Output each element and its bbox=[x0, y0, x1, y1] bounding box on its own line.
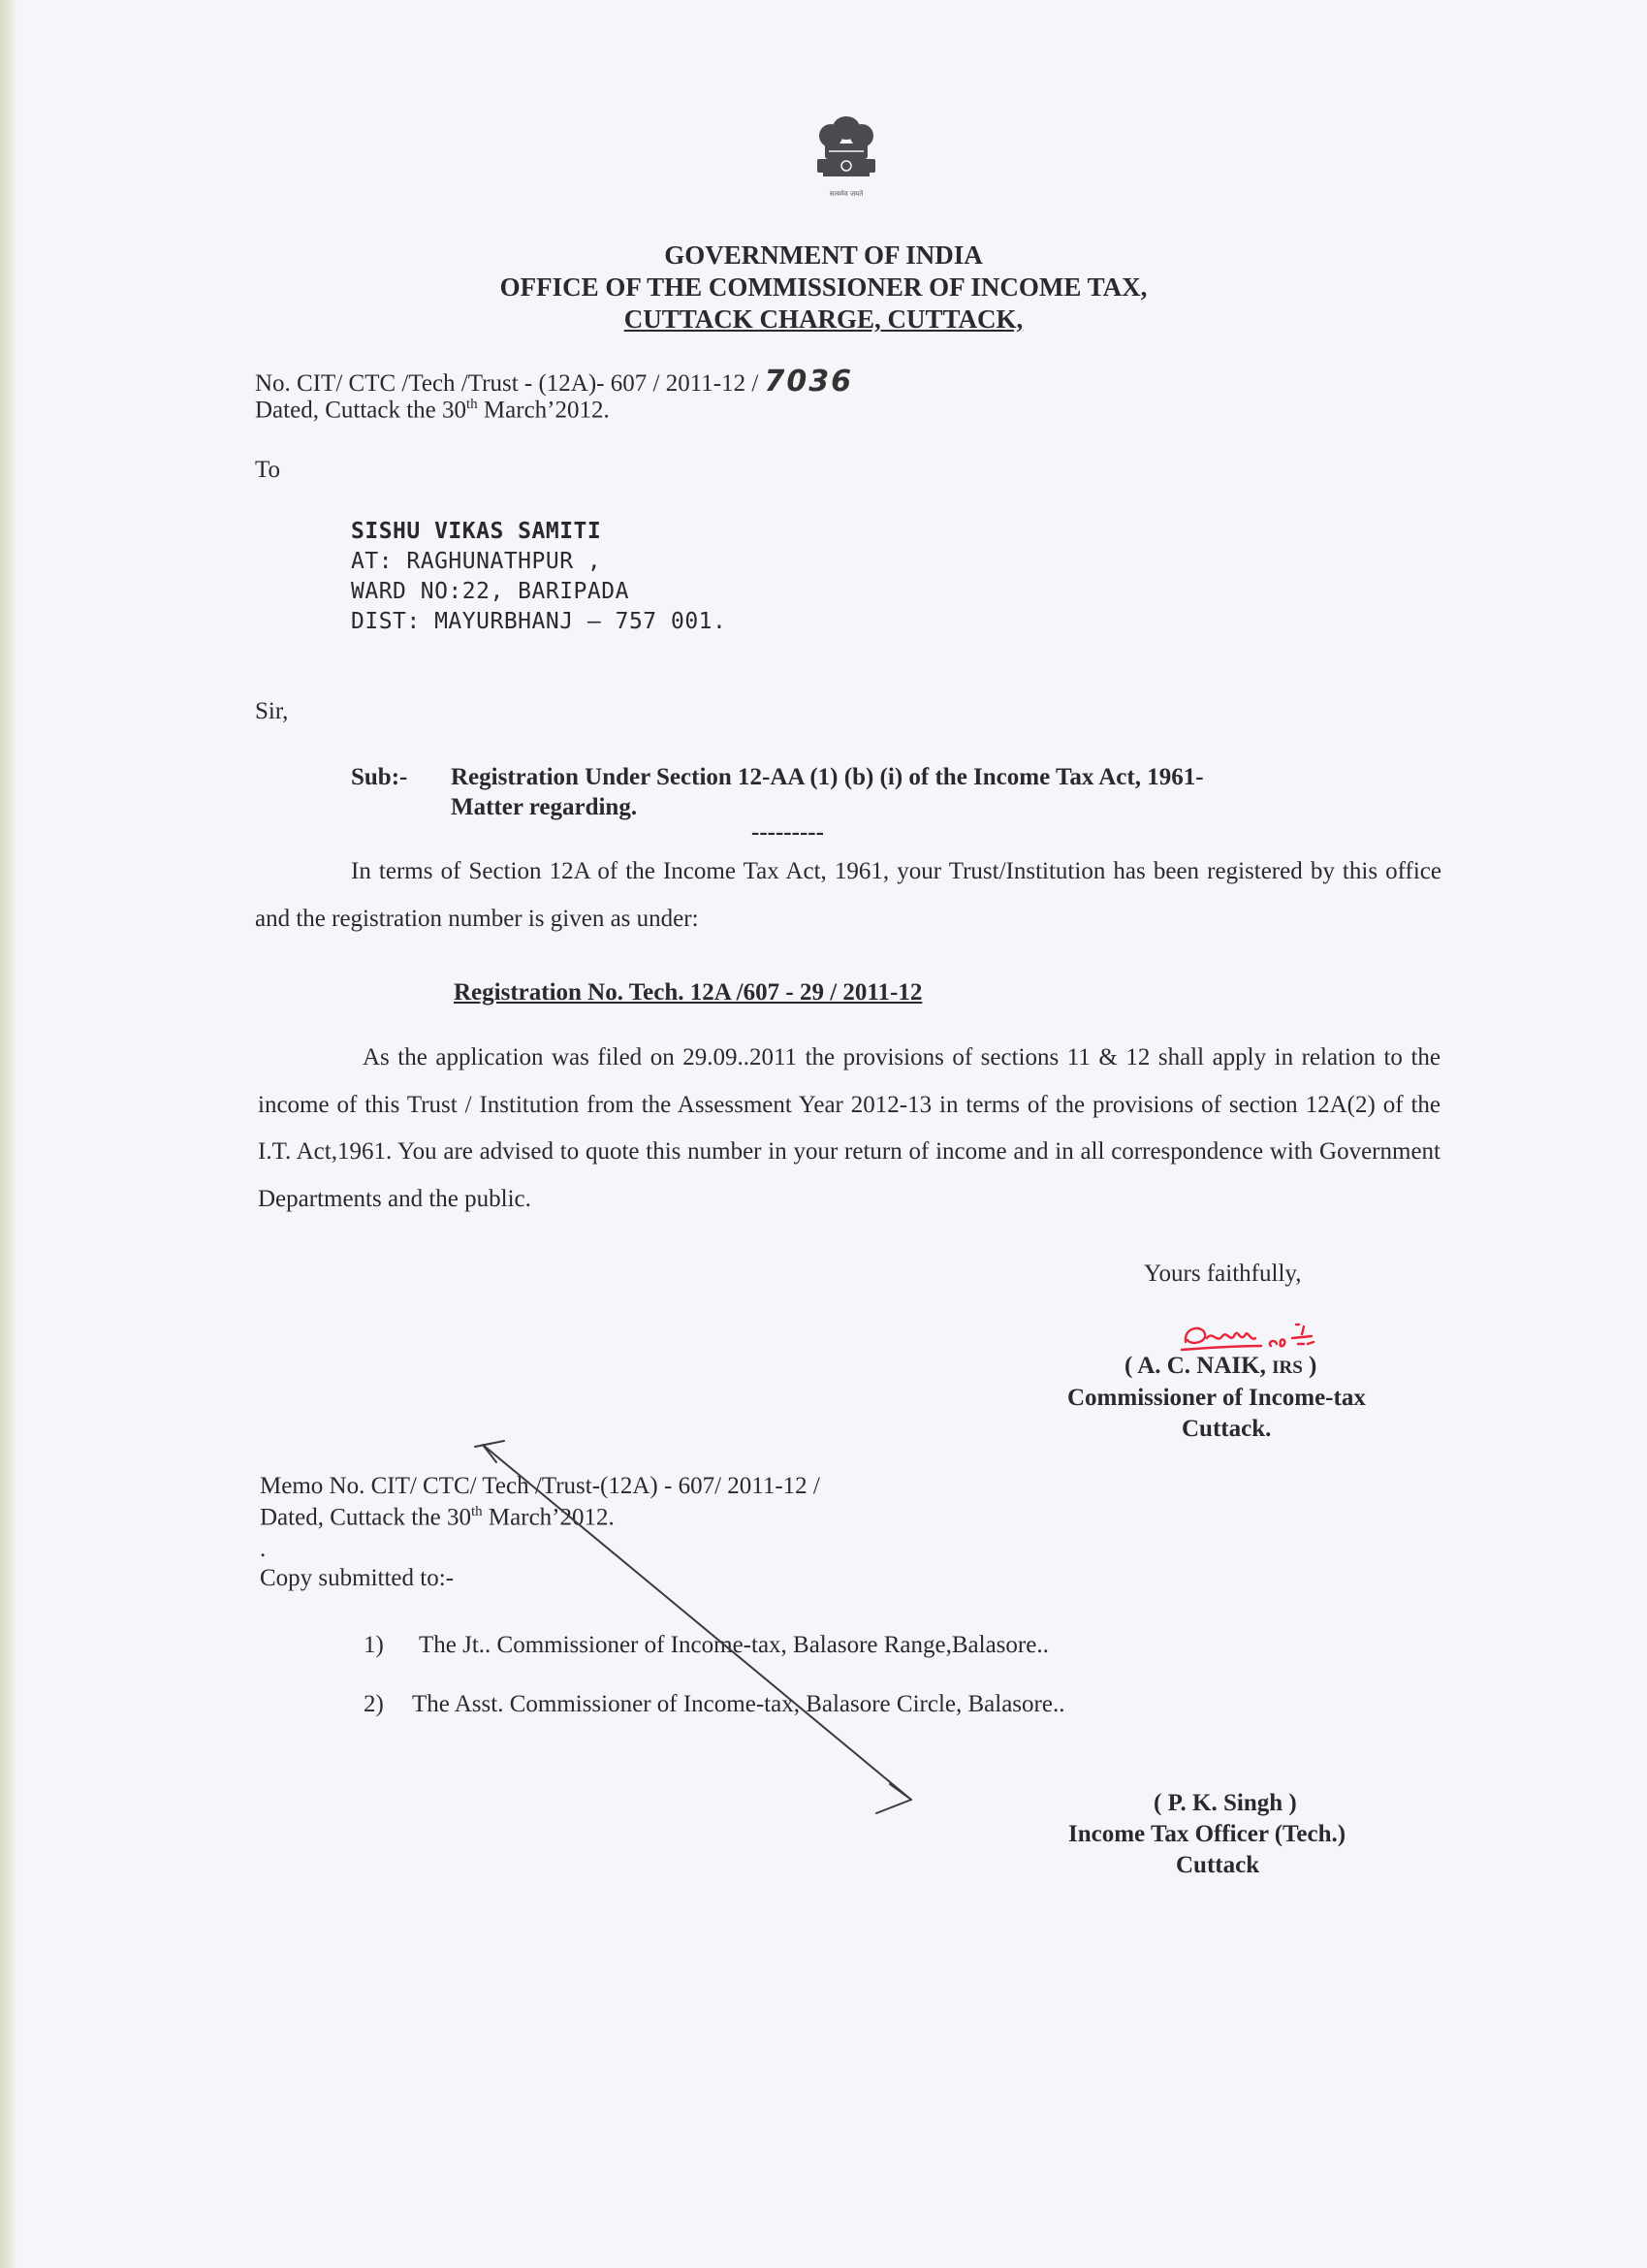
copy-item-1-num: 1) bbox=[364, 1632, 384, 1658]
memo-date-suffix: March’2012. bbox=[482, 1504, 615, 1531]
officer-name: ( P. K. Singh ) bbox=[1154, 1790, 1297, 1816]
header-line-3-wrap bbox=[0, 304, 1647, 335]
signatory-designation: Commissioner of Income-tax bbox=[1067, 1385, 1366, 1411]
date-sup: th bbox=[466, 397, 478, 412]
memo-number: Memo No. CIT/ CTC/ Tech /Trust-(12A) - 607/ 2011-12 / bbox=[260, 1473, 820, 1499]
copy-item-1-text: The Jt.. Commissioner of Income-tax, Balasore Range,Balasore.. bbox=[419, 1632, 1049, 1658]
subject-label: Sub:- bbox=[351, 764, 408, 790]
memo-date-sup: th bbox=[471, 1504, 483, 1519]
header-line-2: OFFICE OF THE COMMISSIONER OF INCOME TAX, bbox=[499, 272, 1148, 302]
date-suffix: March’2012. bbox=[477, 397, 610, 424]
signatory-place: Cuttack. bbox=[1182, 1416, 1272, 1442]
subject-divider: --------- bbox=[751, 819, 824, 846]
signatory-suffix: ) bbox=[1302, 1353, 1317, 1379]
copy-submitted-to: Copy submitted to:- bbox=[260, 1565, 454, 1591]
memo-dot: . bbox=[260, 1536, 267, 1562]
registration-number: Registration No. Tech. 12A /607 - 29 / 2011-12 bbox=[454, 979, 923, 1006]
closing-yours-faithfully: Yours faithfully, bbox=[1144, 1261, 1302, 1287]
emblem-caption: सत्यमेव जयते bbox=[829, 190, 864, 198]
body-paragraph-2: As the application was filed on 29.09..2011 the provisions of sections 11 & 12 shall apply in relation to the income of this Trust / Institution from the Assessment Year 2012-13 in terms of the provisions of section 12A(2) of the I.T. Act,1961. You are advised to quote this number in your return of income and in all correspondence with Government Departments and the public. bbox=[258, 1044, 1441, 1212]
addressee-line-2: WARD NO:22, BARIPADA bbox=[351, 579, 629, 604]
reference-number bbox=[255, 365, 853, 399]
header-line-3: CUTTACK CHARGE, CUTTACK, bbox=[623, 304, 1024, 334]
body-paragraph-1: In terms of Section 12A of the Income Tax Act, 1961, your Trust/Institution has been registered by this office and the registration number is given as under: bbox=[255, 858, 1441, 932]
copy-item-2-text: The Asst. Commissioner of Income-tax, Balasore Circle, Balasore.. bbox=[412, 1691, 1065, 1717]
reference-date bbox=[255, 397, 610, 424]
date-prefix: Dated, Cuttack the 30 bbox=[255, 397, 466, 424]
header-line-1: GOVERNMENT OF INDIA bbox=[664, 240, 983, 270]
to-label: To bbox=[255, 457, 281, 483]
signatory-prefix: ( A. C. NAIK, bbox=[1124, 1353, 1273, 1379]
subject-line-2: Matter regarding. bbox=[451, 794, 638, 820]
memo-date-prefix: Dated, Cuttack the 30 bbox=[260, 1504, 471, 1531]
addressee-name: SISHU VIKAS SAMITI bbox=[351, 519, 602, 544]
copy-item-2-num: 2) bbox=[364, 1691, 384, 1717]
subject-line-1: Registration Under Section 12-AA (1) (b) (i) of the Income Tax Act, 1961- bbox=[451, 764, 1204, 790]
signatory-name bbox=[1124, 1353, 1316, 1380]
officer-place: Cuttack bbox=[1176, 1852, 1260, 1878]
addressee-line-1: AT: RAGHUNATHPUR , bbox=[351, 549, 602, 574]
reference-text: No. CIT/ CTC /Tech /Trust - (12A)- 607 / 2011-12 / bbox=[255, 370, 759, 397]
signatory-irs: IRS bbox=[1272, 1358, 1303, 1378]
diagonal-strike-mark bbox=[465, 1433, 921, 1821]
handwritten-number: 7036 bbox=[764, 365, 854, 399]
officer-designation: Income Tax Officer (Tech.) bbox=[1068, 1821, 1346, 1847]
salutation: Sir, bbox=[255, 698, 289, 724]
addressee-line-3: DIST: MAYURBHANJ – 757 001. bbox=[351, 609, 727, 634]
national-emblem-icon bbox=[800, 109, 893, 202]
scan-edge bbox=[0, 0, 17, 2268]
